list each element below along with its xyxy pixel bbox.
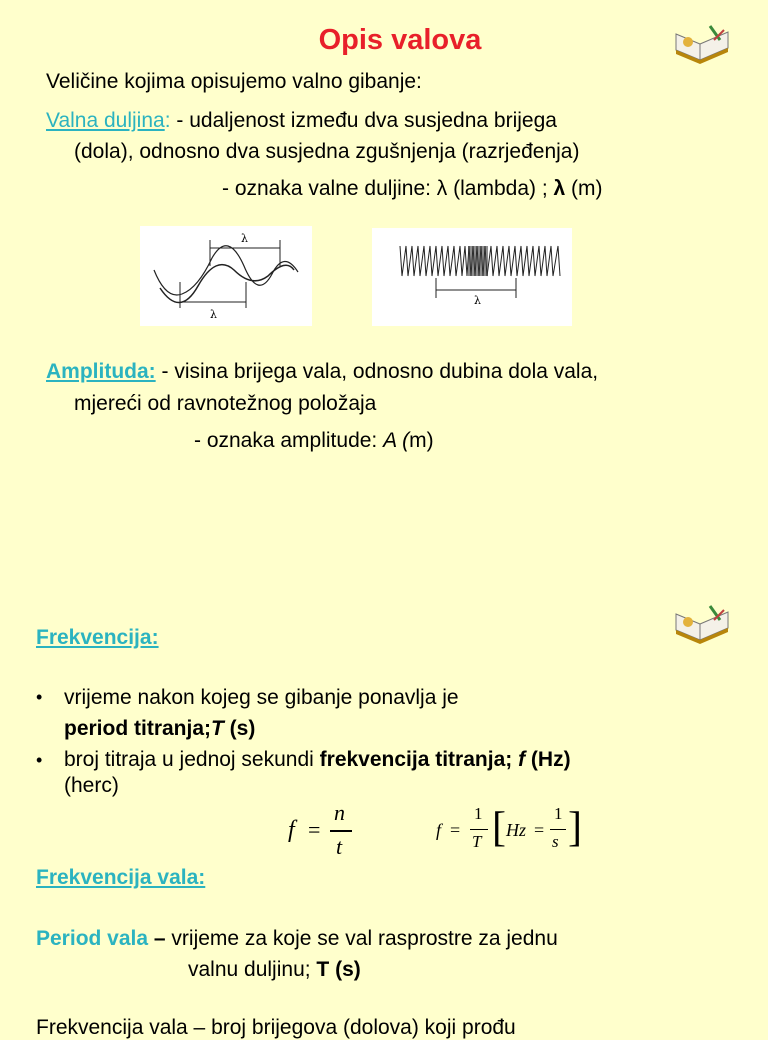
sine-wave-figure: [140, 226, 312, 326]
amplitude-label: Amplituda:: [46, 360, 156, 383]
frequency-bullet2-line2: (herc): [64, 774, 119, 797]
spring-wave-figure: [372, 228, 572, 326]
period-wave-label: Period vala: [36, 927, 149, 950]
bullet-2: •: [36, 750, 43, 770]
cut-off-line: Frekvencija vala – broj brijegova (dolova) koji prođu: [36, 1016, 516, 1039]
frequency-wave-heading: Frekvencija vala:: [36, 866, 206, 889]
amplitude-line1: Amplituda: - visina brijega vala, odnosno dubina dola vala,: [46, 360, 599, 383]
frequency-bullet1-line2: period titranja;T (s): [64, 717, 256, 740]
lambda-label-spring: λ: [474, 294, 481, 307]
frequency-bullet1-line1: vrijeme nakon kojeg se gibanje ponavlja je: [64, 686, 459, 709]
amplitude-line3: - oznaka amplitude: A (m): [194, 429, 434, 452]
bracket-close: ]: [568, 805, 582, 851]
wavelength-line2: (dola), odnosno dva susjedna zgušnjenja (razrjeđenja): [74, 140, 580, 163]
open-book-icon: [670, 14, 734, 64]
bullet-1: •: [36, 687, 43, 707]
wavelength-label: Valna duljina: [46, 109, 165, 132]
amplitude-line2: mjereći od ravnotežnog položaja: [74, 392, 377, 415]
lambda-label-bottom: λ: [210, 308, 217, 321]
formula-f-equals-1-over-t: f = 1 T [ Hz = 1 s ]: [436, 800, 586, 864]
open-book-icon-2: [670, 594, 734, 644]
period-wave-line1: Period vala – vrijeme za koje se val rasprostre za jednu: [36, 927, 558, 950]
formula-f-equals-n-over-t: f = n t: [286, 800, 366, 864]
frequency-bullet2-line1: broj titraja u jednoj sekundi frekvencija titranja; f (Hz): [64, 748, 571, 771]
period-wave-line2: valnu duljinu; T (s): [188, 958, 361, 981]
wavelength-line1: Valna duljina: - udaljenost između dva susjedna brijega: [46, 109, 557, 132]
frequency-heading: Frekvencija:: [36, 626, 159, 649]
bracket-open: [: [492, 805, 506, 851]
lambda-label-top: λ: [241, 232, 248, 245]
intro-text: Veličine kojima opisujemo valno gibanje:: [46, 70, 422, 93]
wavelength-line3: - oznaka valne duljine: λ (lambda) ; λ (m): [222, 177, 603, 200]
page-title: Opis valova: [318, 24, 482, 56]
